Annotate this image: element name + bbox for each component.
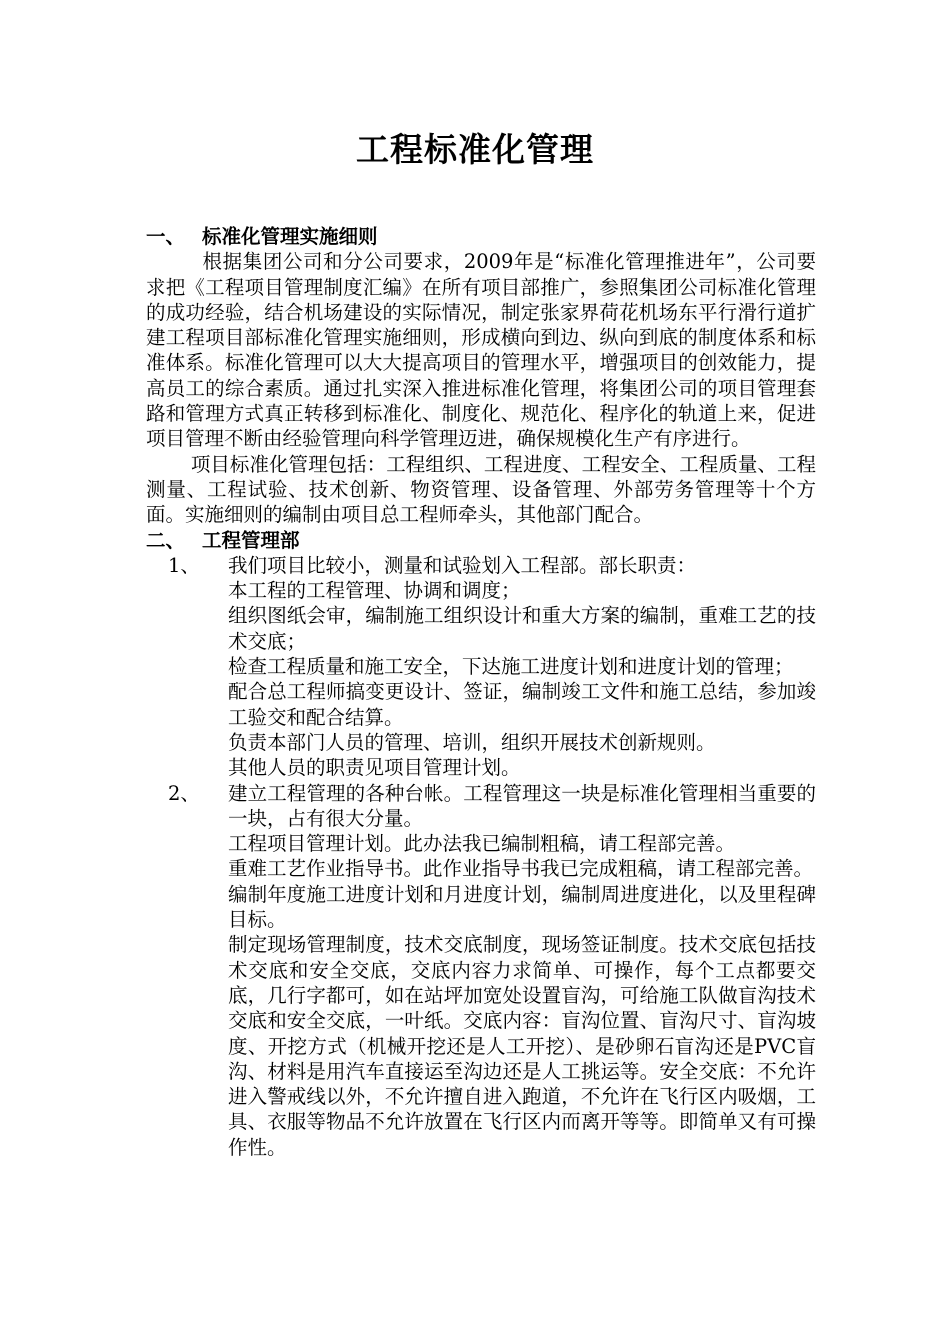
page-title: 工程标准化管理 bbox=[356, 130, 594, 169]
section-title: 标准化管理实施细则 bbox=[202, 225, 378, 248]
sub-line: 编制年度施工进度计划和月进度计划，编制周进度进化，以及里程碑目标。 bbox=[228, 882, 816, 932]
sub-line: 配合总工程师搞变更设计、签证，编制竣工文件和施工总结，参加竣工验交和配合结算。 bbox=[228, 680, 816, 729]
section-number: 二、 bbox=[146, 528, 186, 552]
section-title: 工程管理部 bbox=[202, 528, 300, 552]
item-number: 1、 bbox=[168, 553, 200, 577]
sub-line: 工程项目管理计划。此办法我已编制粗稿，请工程部完善。 bbox=[228, 832, 736, 856]
item-text: 建立工程管理的各种台帐。工程管理这一块是标准化管理相当重要的一块，占有很大分量。 bbox=[228, 781, 816, 830]
sub-line: 组织图纸会审，编制施工组织设计和重大方案的编制，重难工艺的技术交底； bbox=[228, 604, 816, 653]
section-heading-1 bbox=[146, 224, 816, 249]
paragraph: 项目标准化管理包括：工程组织、工程进度、工程安全、工程质量、工程测量、工程试验、技术创新、物资管理、设备管理、外部劳务管理等十个方面。实施细则的编制由项目总工程师牵头，其他部门配合。 bbox=[146, 452, 816, 527]
sub-line: 本工程的工程管理、协调和调度； bbox=[228, 579, 521, 603]
list-item bbox=[146, 553, 816, 578]
sub-line: 其他人员的职责见项目管理计划。 bbox=[228, 756, 521, 780]
paragraph: 根据集团公司和分公司要求，2009年是“标准化管理推进年”，公司要求把《工程项目管理制度汇编》在所有项目部推广，参照集团公司标准化管理的成功经验，结合机场建设的实际情况，制定张家界荷花机场东平行滑行道扩建工程项目部标准化管理实施细则，形成横向到边、纵向到底的制度体系和标准体系。标准化管理可以大大提高项目的管理水平，增强项目的创效能力，提高员工的综合素质。通过扎实深入推进标准化管理，将集团公司的项目管理套路和管理方式真正转移到标准化、制度化、规范化、程序化的轨道上来，促进项目管理不断由经验管理向科学管理迈进，确保规模化生产有序进行。 bbox=[146, 250, 816, 451]
item-text: 我们项目比较小，测量和试验划入工程部。部长职责： bbox=[228, 553, 697, 577]
sub-line: 负责本部门人员的管理、培训，组织开展技术创新规则。 bbox=[228, 730, 716, 754]
sub-line: 重难工艺作业指导书。此作业指导书我已完成粗稿，请工程部完善。 bbox=[228, 857, 814, 881]
list-item bbox=[146, 781, 816, 832]
sub-line: 制定现场管理制度，技术交底制度，现场签证制度。技术交底包括技术交底和安全交底，交底内容力求简单、可操作，每个工点都要交底，几行字都可，如在站坪加宽处设置盲沟，可给施工队做盲沟技术交底和安全交底，一叶纸。交底内容：盲沟位置、盲沟尺寸、盲沟坡度、开挖方式（机械开挖还是人工开挖）、是砂卵石盲沟还是PVC盲沟、材料是用汽车直接运至沟边还是人工挑运等。安全交底：不允许进入警戒线以外，不允许擅自进入跑道，不允许在飞行区内吸烟，工具、衣服等物品不允许放置在飞行区内而离开等等。即简单又有可操作性。 bbox=[228, 933, 816, 1159]
document-body bbox=[146, 224, 816, 1160]
sub-line: 检查工程质量和施工安全，下达施工进度计划和进度计划的管理； bbox=[228, 655, 794, 679]
item-number: 2、 bbox=[168, 781, 200, 805]
section-number: 一、 bbox=[146, 225, 186, 248]
section-heading-2 bbox=[146, 528, 816, 553]
